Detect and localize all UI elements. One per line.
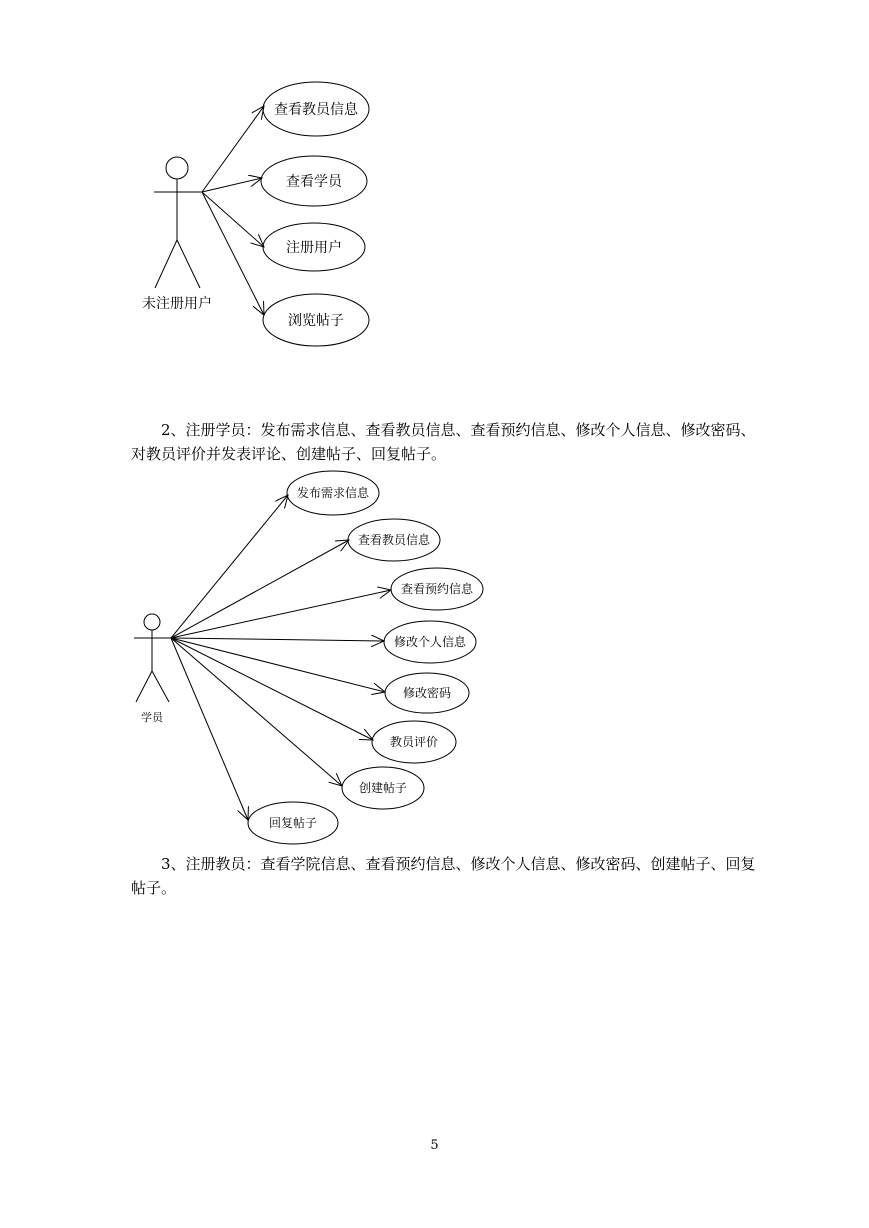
use-case bbox=[372, 721, 456, 763]
use-case bbox=[342, 767, 424, 809]
use-case-label: 查看教员信息 bbox=[357, 533, 431, 547]
use-case-label: 注册用户 bbox=[286, 240, 342, 256]
page-number: 5 bbox=[430, 1138, 439, 1153]
use-case-label: 浏览帖子 bbox=[288, 313, 344, 329]
association-lines bbox=[202, 106, 264, 315]
use-case bbox=[248, 802, 338, 844]
use-case-label: 修改个人信息 bbox=[393, 635, 467, 649]
use-case bbox=[384, 621, 476, 663]
actor-label: 未注册用户 bbox=[142, 296, 212, 312]
use-case bbox=[287, 471, 379, 515]
use-case bbox=[263, 294, 369, 346]
actor-figure-student bbox=[134, 614, 171, 702]
use-case-label: 修改密码 bbox=[402, 686, 452, 700]
use-case bbox=[261, 156, 367, 206]
use-case-label: 教员评价 bbox=[389, 735, 439, 749]
use-case-label: 查看教员信息 bbox=[274, 102, 358, 118]
actor-figure bbox=[154, 157, 202, 288]
actor-label-student: 学员 bbox=[141, 711, 163, 724]
use-case-label: 创建帖子 bbox=[358, 781, 408, 795]
use-case-label: 回复帖子 bbox=[268, 816, 318, 830]
use-case bbox=[263, 223, 365, 271]
section-2-paragraph: 2、注册学员：发布需求信息、查看教员信息、查看预约信息、修改个人信息、修改密码、对教员评价并发表评论、创建帖子、回复帖子。 bbox=[131, 421, 756, 463]
section-3-paragraph: 3、注册教员：查看学院信息、查看预约信息、修改个人信息、修改密码、创建帖子、回复帖子。 bbox=[131, 855, 756, 897]
use-case bbox=[385, 673, 469, 713]
use-case bbox=[391, 568, 483, 610]
use-case bbox=[263, 82, 369, 136]
use-case-label: 查看预约信息 bbox=[400, 582, 474, 596]
use-case bbox=[348, 519, 440, 561]
use-case-label: 发布需求信息 bbox=[296, 486, 370, 500]
use-case-label: 查看学员 bbox=[286, 174, 342, 190]
